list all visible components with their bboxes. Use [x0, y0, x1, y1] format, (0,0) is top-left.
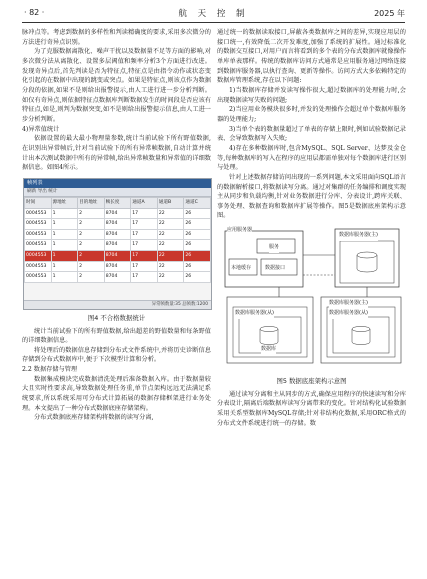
right-column [217, 28, 406, 428]
table-cell: 2 [78, 240, 105, 251]
slave-db-cylinder-body [260, 329, 278, 345]
slave-db-cylinder [260, 327, 278, 332]
storage-label: 数据库 [261, 345, 276, 355]
table-cell: 1 [51, 219, 78, 230]
window-title: 帧列表 [24, 179, 211, 188]
column-header: 帧长度 [104, 197, 131, 208]
table-cell: 0004553 [25, 208, 52, 219]
table-cell: 1 [51, 240, 78, 251]
slave-db-cylinder-2 [352, 327, 370, 332]
table-cell: 22 [157, 219, 184, 230]
page-number: · 82 · [24, 8, 45, 17]
figure-4-caption: 图4 不合格数据统计 [87, 313, 146, 322]
paragraph: 通过统一的数据读取接口,屏蔽各类数据库之间的差异,实现应用层的接口统一,有效降低二次开发难度,加强了系统的扩展性。通过标准化的数据交互接口,对用户而言将看到的多个表的分布式数据库就像操作单库单表那样。传统的数据库访问方式通常是应用服务通过网络连接到数据库服务器,以执行查询、更新等操作。访问方式大多依赖特定的数据库管理系统,存在以下问题: [217, 29, 406, 85]
table-cell: 8704 [104, 208, 131, 219]
paragraph: 1)当数据库存储并发读写操作很大,超过数据库的处理能力时,会出现数据读写失败的问题; [217, 86, 406, 104]
paragraph: 针对上述数据存储访问出现的一系列问题,本文采用面向SQL语言的数据解析接口,将数据读写分离。通过对集群的任务编排和调度实现主从同步和负载均衡,针对业务数据进行分库、分表设计,跨库关联、事务处理、数据查询和数据库扩展等操作。图5是数据底座架构示意图。 [217, 173, 406, 220]
table-row [25, 208, 211, 219]
paragraph: 脉冲点等。考虑到数据的多样性和判读精确度的要求,采用多次微分的方法进行奇异点识别。 [22, 29, 211, 46]
table-cell: 26 [184, 272, 211, 283]
paragraph: 统计当前试验下的所有野值数据,给出超差的野值数量和每条野值的详细数据信息。 [22, 327, 211, 345]
table-row [25, 261, 211, 272]
section-heading: 4)异常值统计 [22, 125, 60, 133]
column-header: 目的地址 [78, 197, 105, 208]
table-cell: 0004553 [25, 229, 52, 240]
journal-name: 航 天 控 制 [178, 9, 249, 19]
table-cell: 0004553 [25, 261, 52, 272]
figure-5-diagram [217, 225, 406, 373]
figure-4-screenshot [23, 178, 212, 310]
table-cell: 1 [51, 229, 78, 240]
table-cell: 26 [184, 251, 211, 262]
table-cell: 2 [78, 272, 105, 283]
figure-5-caption: 图5 数据底座架构示意图 [276, 377, 347, 386]
table-cell: 22 [157, 229, 184, 240]
table-cell: 17 [131, 261, 158, 272]
frame-table [24, 197, 211, 283]
table-row [25, 251, 211, 262]
table-cell: 2 [78, 261, 105, 272]
table-cell: 17 [131, 251, 158, 262]
paragraph: 通过读写分离和主从同步的方式,确保应用程序的快速读写和分库分表设计,隔离后端数据库读写分离带来的变化。针对结构化试验数据采用关系型数据库MySQL存储;针对非结构化数据,采用ORC格式的分布式文件系统进行统一的存储。数 [217, 390, 406, 427]
table-cell: 22 [157, 208, 184, 219]
table-row [25, 272, 211, 283]
table-cell: 2 [78, 251, 105, 262]
paragraph: 将处理后的数据信息存储到分布式文件系统中,并将历史诊断信息存储到分布式数据库中,便于下次模型计算和分析。 [22, 346, 211, 364]
service-label: 服务 [269, 243, 279, 253]
table-cell: 1 [51, 251, 78, 262]
slave-inner-right-2 [333, 317, 389, 353]
table-cell: 8704 [104, 272, 131, 283]
table-cell: 17 [131, 208, 158, 219]
table-cell: 8704 [104, 251, 131, 262]
toolbar: 刷新 导出 统计 [24, 188, 211, 197]
table-cell: 22 [157, 251, 184, 262]
paragraph: 3)当单个表的数据量超过了单表的存储上限时,例如试验数据记录表、会导致数据写入失败; [217, 125, 406, 143]
page-header [0, 0, 427, 27]
paragraph: 数据集成模块完成数据清洗处理后准备数据入库。由于数据量较大且实时性要求高,导致数据处理任务重,单节点架构远远无法满足系统要求,所以系统采用可分布式计算拓展的数据存储框架进行业务处理。本文提出了一种分布式数据底座存储架构。 [22, 375, 211, 412]
table-cell: 0004553 [25, 240, 52, 251]
table-cell: 26 [184, 219, 211, 230]
column-header: 源地址 [51, 197, 78, 208]
table-row [25, 240, 211, 251]
table-cell: 2 [78, 229, 105, 240]
status-bar: 异常帧数量:35 总帧数:1200 [24, 300, 211, 309]
paragraph: 为了克服数据离散化、噪声干扰以及数据量不足等方面的影响,对多次微分法从离散化、设置多层阈值和频率分析3个方面进行改进。发现奇异点后,首先判读是否为特征点,特征点是由指令动作或状态变化引起的在数据中出现的跳变或突点。如果是特征点,则该点作为数据分段的依据,如果不是则给出报警提示,由人工进行进一步分析判断。如仅有奇异点,则依据特征点数据库判断数据发生的时间段是否应该有特征点,如是,则判为数据突变,如不是则给出报警提示信息,由人工进一步分析判断。 [22, 48, 211, 123]
table-cell: 1 [51, 208, 78, 219]
table-cell: 17 [131, 219, 158, 230]
slave-1-label: 数据库服务器(从) [235, 309, 274, 319]
column-header: 通道C [184, 197, 211, 208]
table-cell: 0004553 [25, 251, 52, 262]
group-label: 数据库服务器(主) [329, 299, 368, 309]
table-cell: 0004553 [25, 219, 52, 230]
table-cell: 8704 [104, 219, 131, 230]
master-db-cylinder [357, 252, 377, 258]
table-row [25, 219, 211, 230]
table-cell: 2 [78, 219, 105, 230]
slave-2-label: 数据库服务器(从) [329, 309, 368, 319]
left-column [22, 28, 211, 423]
table-row [25, 229, 211, 240]
table-cell: 2 [78, 208, 105, 219]
table-cell: 17 [131, 240, 158, 251]
column-header: 通道B [157, 197, 184, 208]
master-db-inner [340, 241, 394, 283]
table-cell: 17 [131, 229, 158, 240]
table-cell: 8704 [104, 229, 131, 240]
issue-year: 2025 年 [374, 9, 405, 18]
table-cell: 17 [131, 272, 158, 283]
architecture-svg [217, 225, 406, 373]
paragraph: 依据设置的最大最小物理量参数,统计当前试验下所有野值数据,在识别出异常帧后,针对当前试验下的所有异常帧数据,自动计算并统计出本次测试数据中所有的异常帧,给出异常帧数量和异常值的详细数据信息。如图4所示。 [22, 135, 211, 172]
cache-label: 本地缓存 [231, 264, 251, 274]
table-cell: 1 [51, 272, 78, 283]
paragraph: 4)存在多种数据库时,包含MySQL、SQL Server、达梦及金仓等,每种数据库的写入在程序的应用层都需单独对每个数据库进行区别与处理。 [217, 144, 406, 172]
table-cell: 1 [51, 261, 78, 272]
column-header: 时间 [25, 197, 52, 208]
paragraph: 分布式数据底座存储架构将数据的读写分离, [34, 414, 154, 422]
app-server-label: 应用服务器 [227, 226, 252, 236]
table-cell: 26 [184, 240, 211, 251]
interface-label: 数据接口 [265, 264, 285, 274]
table-cell: 8704 [104, 261, 131, 272]
section-heading: 2.2 数据存储与管理 [22, 366, 78, 374]
table-cell: 22 [157, 272, 184, 283]
table-cell: 22 [157, 261, 184, 272]
paragraph: 2)当应用业务模块很多时,并发的处理操作会超过单个数据库服务器的处理能力; [217, 106, 406, 123]
table-cell: 26 [184, 229, 211, 240]
master-db-label: 数据库服务器(主) [339, 231, 378, 241]
table-cell: 0004553 [25, 272, 52, 283]
table-cell: 22 [157, 240, 184, 251]
column-header: 通道A [131, 197, 158, 208]
table-cell: 26 [184, 261, 211, 272]
table-cell: 8704 [104, 240, 131, 251]
slave-db-cylinder-body-2 [352, 329, 370, 345]
table-cell: 26 [184, 208, 211, 219]
header-rule [22, 22, 405, 23]
